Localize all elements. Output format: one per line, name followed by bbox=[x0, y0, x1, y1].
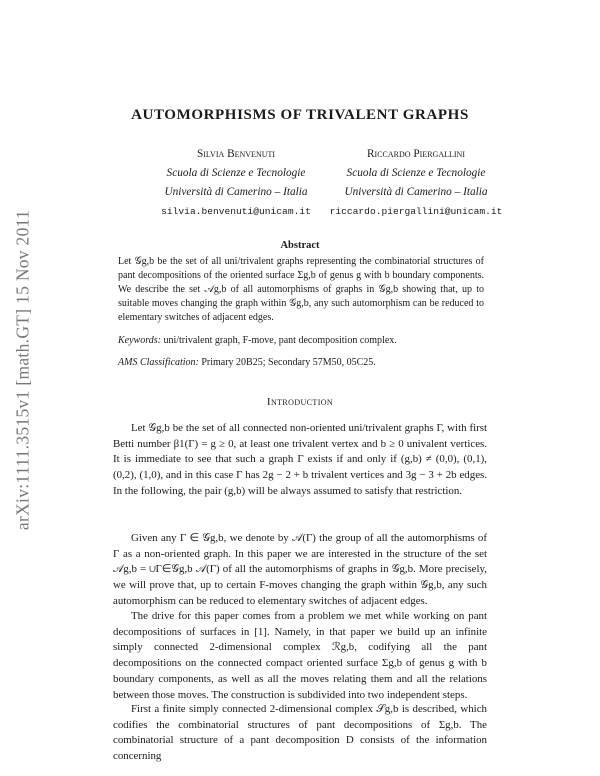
intro-paragraph-1: Let 𝒢g,b be the set of all connected non-oriented uni/trivalent graphs Γ, with first Betti number β1(Γ) = g ≥ 0, at least one trivalent vertex and b ≥ 0 univalent vertices. It is immediate to see that such a graph Γ exists if and only if (g,b) ≠ (0,0), (0,1), (0,2), (1,0), and in this case Γ has 2g − 2 + b trivalent vertices and 3g − 3 + 2b edges. In the following, the pair (g,b) will be always assumed to satisfy that restriction. bbox=[113, 422, 487, 497]
author-email: riccardo.piergallini@unicam.it bbox=[329, 206, 503, 217]
abstract-paragraph: Let 𝒢g,b be the set of all uni/trivalent graphs representing the combinatorial structures of pant decompositions of the oriented surface Σg,b of genus g with b boundary components. We describe the set 𝒜g,b of all automorphisms of graphs in 𝒢g,b showing that, up to suitable moves changing the graph within 𝒢g,b, any such automorphism can be reduced to elementary switches of adjacent edges. bbox=[118, 256, 484, 324]
ams-classification bbox=[118, 356, 484, 370]
arxiv-identifier bbox=[8, 160, 38, 580]
author-email: silvia.benvenuti@unicam.it bbox=[161, 206, 311, 217]
author-school: Scuola di Scienze e Tecnologie bbox=[166, 167, 306, 179]
keywords-label: Keywords: bbox=[118, 335, 161, 346]
keywords-text: uni/trivalent graph, F-move, pant decomposition complex. bbox=[163, 335, 397, 346]
author-block-2 bbox=[306, 145, 526, 221]
intro-paragraph-2: Given any Γ ∈ 𝒢g,b, we denote by 𝒜(Γ) the group of all the automorphisms of Γ as a non-oriented graph. In this paper we are interested in the structure of the set 𝒜g,b = ∪Γ∈𝒢g,b 𝒜(Γ) of all the automorphisms of graphs in 𝒢g,b. More precisely, we will prove that, up to certain F-moves changing the graph within 𝒢g,b, any such automorphism can be reduced to elementary switches of adjacent edges. bbox=[113, 532, 487, 607]
abstract-heading: Abstract bbox=[280, 240, 320, 251]
author-school: Scuola di Scienze e Tecnologie bbox=[346, 167, 486, 179]
keywords bbox=[118, 334, 484, 348]
paper-title: AUTOMORPHISMS OF TRIVALENT GRAPHS bbox=[131, 107, 469, 123]
introduction-heading: Introduction bbox=[266, 396, 334, 408]
ams-text: Primary 20B25; Secondary 57M50, 05C25. bbox=[201, 357, 376, 368]
author-university: Università di Camerino – Italia bbox=[164, 186, 308, 198]
author-name: Riccardo Piergallini bbox=[367, 148, 465, 160]
abstract-text bbox=[118, 255, 484, 325]
ams-label: AMS Classification: bbox=[118, 357, 199, 368]
intro-paragraph-3: The drive for this paper comes from a problem we met while working on pant decompositions of surfaces in [1]. Namely, in that paper we build up an infinite simply connected 2-dimensional complex ℛg,b, codifying all the pant decompositions on the connected compact oriented surface Σg,b of genus g with b boundary components, as well as all the moves relating them and all the relations between those moves. The construction is subdivided into two independent steps. bbox=[113, 610, 487, 701]
author-name: Silvia Benvenuti bbox=[196, 148, 276, 160]
intro-paragraph-4: First a finite simply connected 2-dimensional complex 𝒮g,b is described, which codifies the combinatorial structures of pant decompositions of Σg,b. The combinatorial structure of a pant decomposition D consists of the information concerning bbox=[113, 703, 487, 763]
arxiv-identifier-text: arXiv:1111.3515v1 [math.GT] 15 Nov 2011 bbox=[12, 209, 33, 531]
author-university: Università di Camerino – Italia bbox=[344, 186, 488, 198]
